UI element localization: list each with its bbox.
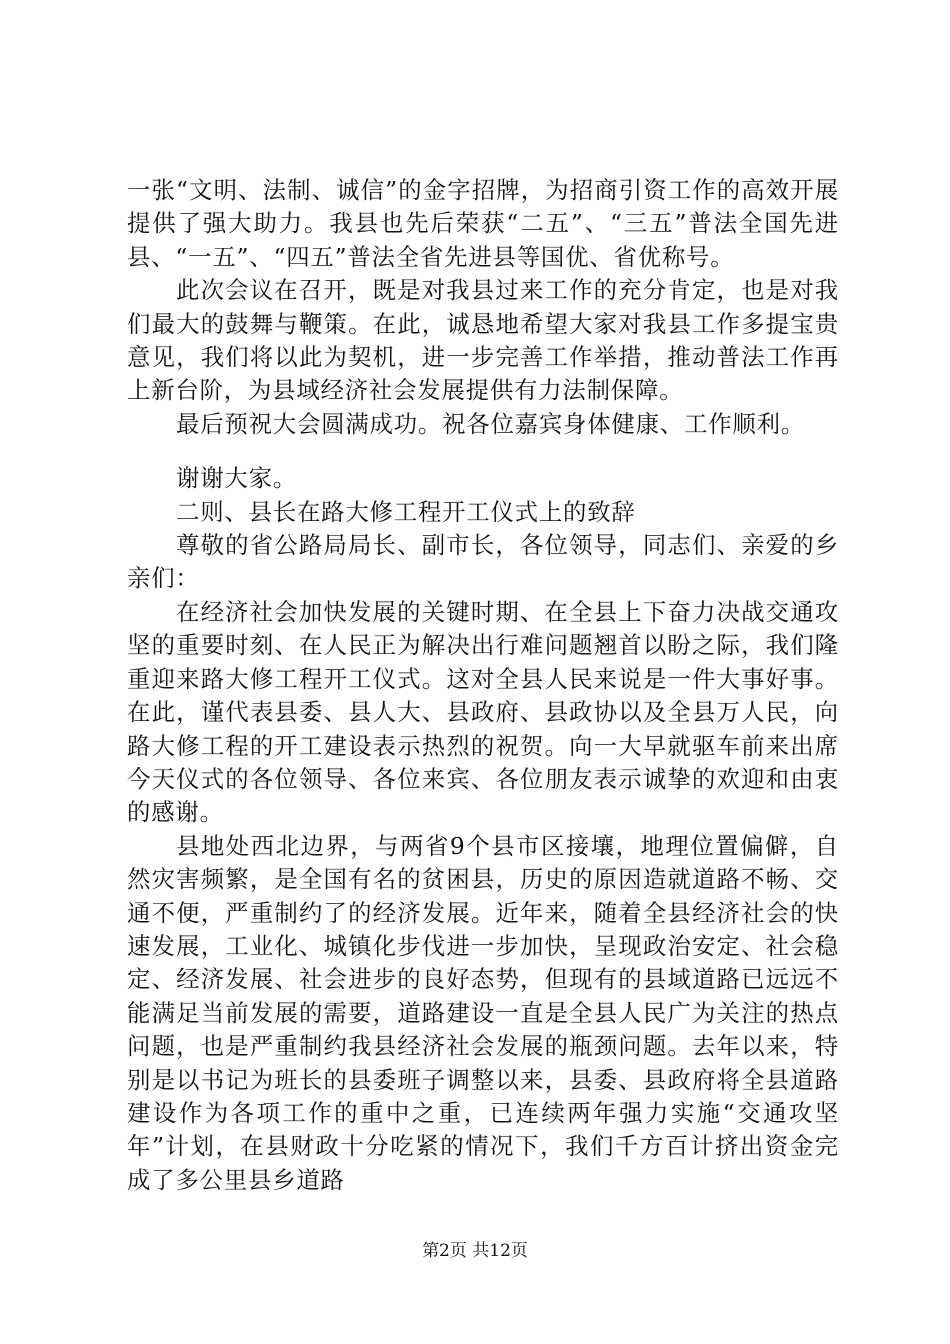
document-body xyxy=(127,174,839,1197)
paragraph-meeting-significance: 此次会议在召开，既是对我县过来工作的充分肯定，也是对我们最大的鼓舞与鞭策。在此，诚恳地希望大家对我县工作多提宝贵意见，我们将以此为契机，进一步完善工作举措，推动普法工作再上新台阶，为县域经济社会发展提供有力法制保障。 xyxy=(127,276,839,405)
paragraph-closing-wishes: 最后预祝大会圆满成功。祝各位嘉宾身体健康、工作顺利。 xyxy=(176,409,805,438)
section-heading: 二则、县长在路大修工程开工仪式上的致辞 xyxy=(176,497,636,526)
page-number-footer: 第2页 共12页 xyxy=(422,1241,528,1261)
paragraph-thanks: 谢谢大家。 xyxy=(176,464,297,493)
paragraph-ceremony-opening: 在经济社会加快发展的关键时期、在全县上下奋力决战交通攻坚的重要时刻、在人民正为解决出行难问题翘首以盼之际，我们隆重迎来路大修工程开工仪式。这对全县人民来说是一件大事好事。在此，谨代表县委、县人大、县政府、县政协以及全县万人民，向路大修工程的开工建设表示热烈的祝贺。向一大早就驱车前来出席今天仪式的各位领导、各位来宾、各位朋友表示诚挚的欢迎和由衷的感谢。 xyxy=(127,597,839,827)
paragraph-salutation: 尊敬的省公路局局长、副市长，各位领导，同志们、亲爱的乡亲们： xyxy=(127,531,839,593)
paragraph-continuation: 一张“文明、法制、诚信”的金字招牌，为招商引资工作的高效开展提供了强大助力。我县也先后荣获“二五”、“三五”普法全国先进县、“一五”、“四五”普法全省先进县等国优、省优称号。 xyxy=(127,176,839,271)
paragraph-county-background: 县地处西北边界，与两省9个县市区接壤，地理位置偏僻，自然灾害频繁，是全国有名的贫困县，历史的原因造就道路不畅、交通不便，严重制约了的经济发展。近年来，随着全县经济社会的快速发展，工业化、城镇化步伐进一步加快，呈现政治安定、社会稳定、经济发展、社会进步的良好态势，但现有的县域道路已远远不能满足当前发展的需要，道路建设一直是全县人民广为关注的热点问题，也是严重制约我县经济社会发展的瓶颈问题。去年以来，特别是以书记为班长的县委班子调整以来，县委、县政府将全县道路建设作为各项工作的重中之重，已连续两年强力实施“交通攻坚年”计划，在县财政十分吃紧的情况下，我们千方百计挤出资金完成了多公里县乡道路 xyxy=(127,831,839,1194)
